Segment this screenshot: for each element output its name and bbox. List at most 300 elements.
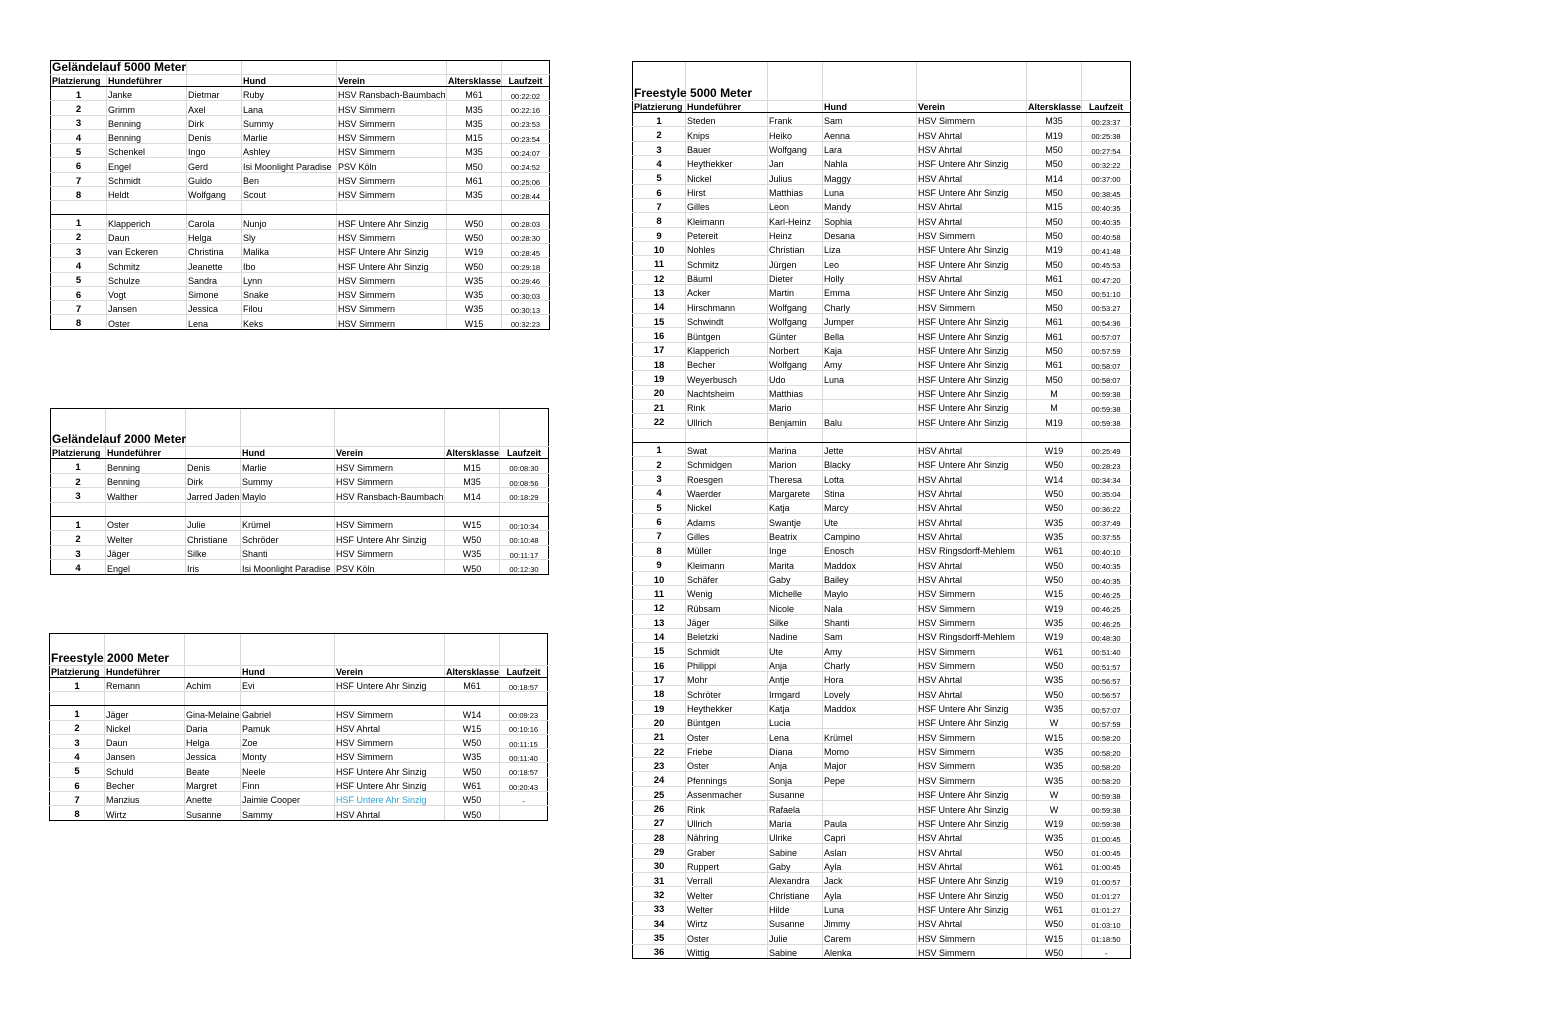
cell-laufzeit: 00:28:45 [502, 243, 550, 257]
cell-altersklasse: M61 [1027, 270, 1082, 284]
table-row [633, 414, 1131, 428]
cell-platzierung: 3 [51, 545, 106, 560]
cell-verein: HSV Ringsdorff-Mehlem [917, 629, 1027, 643]
cell-hundefuehrer-nachname: Oster [106, 516, 186, 531]
cell-laufzeit: 00:27:54 [1082, 141, 1131, 155]
table-row [51, 315, 550, 329]
cell-altersklasse: W50 [445, 560, 500, 575]
cell-hundefuehrer-vorname: Lena [768, 729, 823, 743]
cell-hund: Lynn [242, 272, 337, 286]
cell-altersklasse: W61 [445, 777, 500, 791]
cell-platzierung: 1 [633, 442, 686, 456]
cell-platzierung: 6 [51, 286, 107, 300]
cell-laufzeit: 00:11:40 [500, 749, 548, 763]
cell-hundefuehrer-vorname: Achim [185, 678, 241, 692]
table-row [51, 488, 549, 503]
cell-hundefuehrer-nachname: Heythekker [686, 700, 768, 714]
column-header-altersklasse: Altersklasse [446, 667, 500, 677]
cell-hundefuehrer-nachname: Assenmacher [686, 786, 768, 800]
cell-hundefuehrer-vorname: Benjamin [768, 414, 823, 428]
cell-platzierung: 3 [50, 734, 105, 748]
cell-altersklasse: W35 [447, 286, 502, 300]
cell-platzierung: 1 [50, 678, 105, 692]
cell-verein: HSF Untere Ahr Sinzig [917, 700, 1027, 714]
cell-altersklasse: M61 [445, 678, 500, 692]
cell-hund: Gabriel [241, 706, 335, 720]
cell-altersklasse: M61 [1027, 328, 1082, 342]
cell-altersklasse: M50 [1027, 342, 1082, 356]
table-row [633, 213, 1131, 227]
table-row [633, 571, 1131, 585]
cell-hundefuehrer-vorname: Sabine [768, 844, 823, 858]
table-row [633, 485, 1131, 499]
column-header-altersklasse: Altersklasse [1028, 102, 1082, 112]
cell-hundefuehrer-nachname: Friebe [686, 743, 768, 757]
cell-altersklasse: M [1027, 399, 1082, 413]
cell-hundefuehrer-nachname: Schuld [105, 763, 185, 777]
cell-platzierung: 18 [633, 356, 686, 370]
table-row [633, 442, 1131, 456]
column-header-hundefuehrer-vorname [768, 101, 823, 113]
cell-verein: HSF Untere Ahr Sinzig [917, 342, 1027, 356]
cell-platzierung: 11 [633, 586, 686, 600]
table-freestyle-5000 [632, 61, 1131, 959]
cell-laufzeit: - [500, 792, 548, 806]
cell-verein: HSV Simmern [337, 101, 447, 115]
cell-hundefuehrer-nachname: Nickel [686, 170, 768, 184]
cell-hund: Alenka [823, 944, 917, 958]
table-gelaendelauf-5000 [50, 60, 550, 330]
cell-altersklasse: W50 [445, 806, 500, 820]
table-row [633, 729, 1131, 743]
cell-hundefuehrer-vorname: Anette [185, 792, 241, 806]
cell-hundefuehrer-vorname: Mario [768, 399, 823, 413]
cell-hund: Bella [823, 328, 917, 342]
column-header-laufzeit: Laufzeit [502, 75, 550, 87]
cell-verein: HSV Ahrtal [917, 557, 1027, 571]
table-row [633, 629, 1131, 643]
cell-laufzeit: 00:40:35 [1082, 571, 1131, 585]
cell-laufzeit: 00:10:48 [500, 531, 549, 546]
cell-verein: HSF Untere Ahr Sinzig [917, 313, 1027, 327]
cell-altersklasse: M14 [1027, 170, 1082, 184]
cell-altersklasse: M61 [447, 87, 502, 101]
cell-hundefuehrer-nachname: Heldt [107, 187, 187, 201]
cell-hundefuehrer-nachname: Nohles [686, 242, 768, 256]
cell-verein: HSF Untere Ahr Sinzig [917, 399, 1027, 413]
cell-platzierung: 14 [633, 299, 686, 313]
cell-platzierung: 31 [633, 872, 686, 886]
cell-platzierung: 2 [633, 127, 686, 141]
cell-verein: HSF Untere Ahr Sinzig [917, 815, 1027, 829]
cell-verein: HSV Ahrtal [917, 471, 1027, 485]
table-row [50, 678, 548, 692]
table-row [633, 930, 1131, 944]
cell-hund: Marcy [823, 499, 917, 513]
cell-platzierung: 14 [633, 629, 686, 643]
cell-hund: Keks [242, 315, 337, 329]
cell-laufzeit: 00:56:57 [1082, 672, 1131, 686]
cell-hundefuehrer-vorname: Ute [768, 643, 823, 657]
cell-laufzeit: 00:30:13 [502, 301, 550, 315]
cell-hundefuehrer-vorname: Günter [768, 328, 823, 342]
table-row [633, 127, 1131, 141]
cell-hundefuehrer-nachname: Hirschmann [686, 299, 768, 313]
cell-hundefuehrer-vorname: Lena [187, 315, 242, 329]
column-header-altersklasse: Altersklasse [446, 448, 500, 458]
table-row [633, 471, 1131, 485]
cell-hundefuehrer-nachname: Hirst [686, 184, 768, 198]
table-row [633, 328, 1131, 342]
cell-hund: Nunjo [242, 215, 337, 229]
table-row [633, 829, 1131, 843]
cell-hund: Ben [242, 172, 337, 186]
cell-altersklasse: W50 [1027, 557, 1082, 571]
cell-laufzeit: 00:32:23 [502, 315, 550, 329]
cell-hundefuehrer-vorname: Susanne [768, 786, 823, 800]
cell-hundefuehrer-vorname: Carola [187, 215, 242, 229]
cell-verein: HSV Ahrtal [917, 915, 1027, 929]
cell-verein: HSV Simmern [917, 227, 1027, 241]
cell-platzierung: 17 [633, 672, 686, 686]
cell-verein: HSF Untere Ahr Sinzig [917, 328, 1027, 342]
cell-hundefuehrer-nachname: Verrall [686, 872, 768, 886]
cell-verein: HSV Simmern [917, 113, 1027, 127]
table-row [50, 806, 548, 820]
cell-hund: Pepe [823, 772, 917, 786]
cell-altersklasse: M19 [1027, 242, 1082, 256]
cell-verein: HSV Ahrtal [917, 170, 1027, 184]
cell-hundefuehrer-vorname: Margret [185, 777, 241, 791]
cell-hundefuehrer-nachname: Adams [686, 514, 768, 528]
cell-platzierung: 28 [633, 829, 686, 843]
table-row [633, 557, 1131, 571]
cell-hundefuehrer-vorname: Beatrix [768, 528, 823, 542]
cell-platzierung: 3 [51, 488, 106, 503]
table-row [51, 144, 550, 158]
cell-verein: HSV Simmern [917, 944, 1027, 958]
cell-hundefuehrer-nachname: Wenig [686, 586, 768, 600]
table-row [51, 272, 550, 286]
cell-verein: HSV Ringsdorff-Mehlem [917, 542, 1027, 556]
table-row [633, 758, 1131, 772]
cell-hundefuehrer-nachname: Nickel [686, 499, 768, 513]
cell-hund: Charly [823, 299, 917, 313]
cell-hundefuehrer-nachname: Rink [686, 399, 768, 413]
cell-verein: HSF Untere Ahr Sinzig [335, 678, 445, 692]
cell-hundefuehrer-nachname: Kleimann [686, 213, 768, 227]
cell-platzierung: 3 [633, 141, 686, 155]
table-row [633, 542, 1131, 556]
cell-hundefuehrer-nachname: Philippi [686, 657, 768, 671]
cell-laufzeit: 00:25:06 [502, 172, 550, 186]
cell-hund: Desana [823, 227, 917, 241]
cell-hundefuehrer-vorname: Swantje [768, 514, 823, 528]
cell-altersklasse: W15 [445, 720, 500, 734]
cell-hundefuehrer-nachname: Schmidgen [686, 456, 768, 470]
column-header-verein: Verein [337, 75, 447, 87]
cell-platzierung: 6 [633, 184, 686, 198]
cell-altersklasse: M19 [1027, 414, 1082, 428]
cell-platzierung: 19 [633, 700, 686, 714]
cell-laufzeit: 00:10:34 [500, 516, 549, 531]
cell-hundefuehrer-vorname: Christian [768, 242, 823, 256]
cell-altersklasse: W15 [1027, 586, 1082, 600]
table-title: Freestyle 5000 Meter [634, 86, 753, 100]
cell-hundefuehrer-nachname: Welter [686, 901, 768, 915]
cell-platzierung: 15 [633, 643, 686, 657]
column-header-platzierung: Platzierung [633, 101, 686, 113]
cell-hundefuehrer-nachname: Oster [686, 930, 768, 944]
cell-altersklasse: M14 [445, 488, 500, 503]
column-header-hund: Hund [823, 101, 917, 113]
cell-platzierung: 16 [633, 328, 686, 342]
cell-hundefuehrer-nachname: Büntgen [686, 328, 768, 342]
table-row [633, 528, 1131, 542]
table-row [51, 115, 550, 129]
cell-hundefuehrer-vorname: Martin [768, 285, 823, 299]
cell-platzierung: 7 [633, 528, 686, 542]
cell-hundefuehrer-vorname: Diana [768, 743, 823, 757]
cell-platzierung: 1 [51, 87, 107, 101]
cell-hundefuehrer-nachname: Becher [105, 777, 185, 791]
cell-altersklasse: W35 [1027, 758, 1082, 772]
cell-altersklasse: W50 [1027, 887, 1082, 901]
cell-platzierung: 17 [633, 342, 686, 356]
cell-hundefuehrer-vorname: Anja [768, 758, 823, 772]
cell-platzierung: 12 [633, 270, 686, 284]
cell-laufzeit: 00:18:29 [500, 488, 549, 503]
cell-altersklasse: W35 [1027, 700, 1082, 714]
table-row [633, 270, 1131, 284]
cell-altersklasse: W35 [1027, 829, 1082, 843]
table-row [51, 172, 550, 186]
cell-hundefuehrer-nachname: Grimm [107, 101, 187, 115]
cell-platzierung: 1 [51, 215, 107, 229]
cell-hundefuehrer-nachname: Waerder [686, 485, 768, 499]
table-row [633, 772, 1131, 786]
cell-platzierung: 1 [51, 516, 106, 531]
cell-verein: HSV Simmern [917, 772, 1027, 786]
column-header-hundefuehrer-nachname: Hundeführer [105, 666, 185, 678]
cell-hund: Sammy [241, 806, 335, 820]
cell-hundefuehrer-vorname: Nadine [768, 629, 823, 643]
cell-hund [823, 399, 917, 413]
cell-laufzeit: 01:03:10 [1082, 915, 1131, 929]
cell-altersklasse: W35 [1027, 528, 1082, 542]
cell-altersklasse: W19 [1027, 872, 1082, 886]
cell-platzierung: 8 [633, 213, 686, 227]
cell-platzierung: 5 [50, 763, 105, 777]
table-row [51, 243, 550, 257]
cell-laufzeit: 00:59:38 [1082, 414, 1131, 428]
table-row [633, 184, 1131, 198]
cell-verein: HSV Simmern [335, 545, 445, 560]
cell-hundefuehrer-vorname: Jürgen [768, 256, 823, 270]
cell-hundefuehrer-vorname: Theresa [768, 471, 823, 485]
cell-platzierung: 20 [633, 385, 686, 399]
cell-altersklasse: W35 [1027, 743, 1082, 757]
cell-hundefuehrer-nachname: Welter [106, 531, 186, 546]
cell-verein: HSF Untere Ahr Sinzig [917, 285, 1027, 299]
cell-hundefuehrer-nachname: Kleimann [686, 557, 768, 571]
cell-platzierung: 4 [50, 749, 105, 763]
cell-platzierung: 7 [633, 199, 686, 213]
group-separator [51, 201, 550, 215]
table-row [633, 786, 1131, 800]
cell-hundefuehrer-vorname: Sandra [187, 272, 242, 286]
cell-platzierung: 22 [633, 743, 686, 757]
cell-platzierung: 2 [51, 229, 107, 243]
cell-platzierung: 3 [51, 115, 107, 129]
cell-verein: HSV Ransbach-Baumbach [337, 87, 447, 101]
column-header-platzierung: Platzierung [51, 75, 107, 87]
cell-altersklasse: M50 [447, 158, 502, 172]
cell-hundefuehrer-vorname: Irmgard [768, 686, 823, 700]
cell-hund: Amy [823, 356, 917, 370]
cell-altersklasse: W50 [445, 763, 500, 777]
cell-altersklasse: M61 [1027, 313, 1082, 327]
cell-hundefuehrer-nachname: Oster [686, 758, 768, 772]
cell-verein: HSF Untere Ahr Sinzig [335, 531, 445, 546]
cell-platzierung: 16 [633, 657, 686, 671]
cell-altersklasse: M50 [1027, 256, 1082, 270]
cell-hundefuehrer-vorname: Anja [768, 657, 823, 671]
cell-hund: Isi Moonlight Paradise [242, 158, 337, 172]
cell-verein: HSF Untere Ahr Sinzig [917, 456, 1027, 470]
cell-verein: HSV Simmern [917, 586, 1027, 600]
cell-hundefuehrer-nachname: Schmidt [686, 643, 768, 657]
cell-verein: HSV Ahrtal [917, 141, 1027, 155]
table-row [633, 657, 1131, 671]
cell-hundefuehrer-nachname: Nachtsheim [686, 385, 768, 399]
cell-hundefuehrer-vorname: Wolfgang [768, 141, 823, 155]
cell-hundefuehrer-vorname: Leon [768, 199, 823, 213]
table-row [51, 158, 550, 172]
cell-hund: Stina [823, 485, 917, 499]
table-row [633, 700, 1131, 714]
cell-altersklasse: W61 [1027, 542, 1082, 556]
cell-altersklasse: W50 [1027, 915, 1082, 929]
cell-hund: Maylo [241, 488, 335, 503]
cell-laufzeit: 00:41:48 [1082, 242, 1131, 256]
cell-laufzeit: 00:59:38 [1082, 385, 1131, 399]
column-header-laufzeit: Laufzeit [500, 666, 548, 678]
cell-laufzeit: 00:23:37 [1082, 113, 1131, 127]
cell-platzierung: 7 [51, 172, 107, 186]
cell-verein: HSF Untere Ahr Sinzig [335, 777, 445, 791]
cell-hund: Maggy [823, 170, 917, 184]
cell-hund: Summy [242, 115, 337, 129]
cell-altersklasse: W [1027, 801, 1082, 815]
cell-altersklasse: W35 [1027, 614, 1082, 628]
cell-laufzeit: 00:36:22 [1082, 499, 1131, 513]
cell-hund: Lotta [823, 471, 917, 485]
cell-verein: HSV Simmern [337, 115, 447, 129]
cell-hundefuehrer-vorname: Axel [187, 101, 242, 115]
cell-hundefuehrer-vorname: Ulrike [768, 829, 823, 843]
cell-hund: Filou [242, 301, 337, 315]
cell-hund: Isi Moonlight Paradise [241, 560, 335, 575]
cell-verein: HSF Untere Ahr Sinzig [917, 156, 1027, 170]
table-row [51, 229, 550, 243]
cell-verein: HSF Untere Ahr Sinzig [337, 258, 447, 272]
cell-hundefuehrer-vorname: Maria [768, 815, 823, 829]
cell-hundefuehrer-nachname: Klapperich [107, 215, 187, 229]
cell-verein: HSV Simmern [335, 473, 445, 488]
cell-laufzeit: 00:11:17 [500, 545, 549, 560]
cell-hundefuehrer-vorname: Matthias [768, 385, 823, 399]
cell-altersklasse: M15 [447, 129, 502, 143]
cell-verein: HSV Simmern [917, 643, 1027, 657]
cell-platzierung: 12 [633, 600, 686, 614]
cell-verein: HSV Ahrtal [335, 806, 445, 820]
cell-hund: Luna [823, 371, 917, 385]
table-row [51, 301, 550, 315]
cell-platzierung: 5 [633, 499, 686, 513]
cell-hundefuehrer-nachname: Engel [106, 560, 186, 575]
cell-altersklasse: W15 [1027, 729, 1082, 743]
cell-verein: HSF Untere Ahr Sinzig [917, 786, 1027, 800]
cell-hundefuehrer-vorname: Wolfgang [768, 299, 823, 313]
cell-hund: Emma [823, 285, 917, 299]
table-row [51, 531, 549, 546]
cell-platzierung: 2 [50, 720, 105, 734]
cell-hundefuehrer-nachname: Schulze [107, 272, 187, 286]
cell-hundefuehrer-nachname: Roesgen [686, 471, 768, 485]
cell-platzierung: 11 [633, 256, 686, 270]
cell-altersklasse: W19 [1027, 629, 1082, 643]
cell-hund: Momo [823, 743, 917, 757]
table-row [633, 256, 1131, 270]
table-row [633, 371, 1131, 385]
cell-altersklasse: M35 [447, 115, 502, 129]
cell-platzierung: 2 [51, 473, 106, 488]
cell-hund: Carem [823, 930, 917, 944]
cell-hundefuehrer-vorname: Marina [768, 442, 823, 456]
cell-hund: Lovely [823, 686, 917, 700]
cell-platzierung: 30 [633, 858, 686, 872]
cell-laufzeit: 00:12:30 [500, 560, 549, 575]
table-row [633, 815, 1131, 829]
cell-hund: Krümel [241, 516, 335, 531]
cell-verein: HSF Untere Ahr Sinzig [335, 792, 445, 806]
table-row [50, 763, 548, 777]
cell-hundefuehrer-vorname: Susanne [768, 915, 823, 929]
cell-hundefuehrer-vorname: Jessica [187, 301, 242, 315]
cell-hund [823, 715, 917, 729]
cell-hundefuehrer-nachname: Schwindt [686, 313, 768, 327]
cell-platzierung: 4 [51, 258, 107, 272]
cell-platzierung: 4 [51, 560, 106, 575]
cell-laufzeit: 00:54:36 [1082, 313, 1131, 327]
cell-verein: HSV Simmern [917, 657, 1027, 671]
cell-hund: Scout [242, 187, 337, 201]
table-row [51, 286, 550, 300]
cell-altersklasse: W15 [445, 516, 500, 531]
cell-laufzeit: 00:32:22 [1082, 156, 1131, 170]
cell-altersklasse: M50 [1027, 141, 1082, 155]
cell-altersklasse: M50 [1027, 156, 1082, 170]
cell-platzierung: 29 [633, 844, 686, 858]
column-header-laufzeit: Laufzeit [500, 447, 549, 459]
cell-laufzeit: 00:22:16 [502, 101, 550, 115]
cell-hundefuehrer-vorname: Heinz [768, 227, 823, 241]
cell-hundefuehrer-nachname: Walther [106, 488, 186, 503]
cell-altersklasse: M19 [1027, 127, 1082, 141]
cell-verein: HSV Simmern [917, 729, 1027, 743]
cell-verein: HSV Simmern [337, 229, 447, 243]
